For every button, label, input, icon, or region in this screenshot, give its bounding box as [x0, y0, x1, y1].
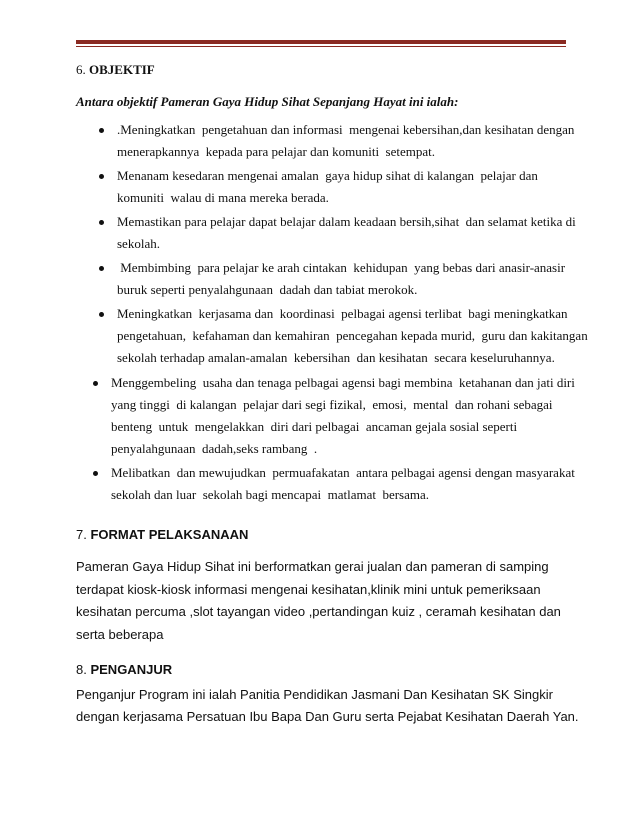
paragraph-line: serta beberapa: [76, 626, 164, 642]
section-6-number: 6.: [76, 62, 86, 77]
objective-line: buruk seperti penyalahgunaan dadah dan tabiat merokok.: [117, 282, 418, 297]
section-7-heading: [76, 527, 248, 542]
paragraph-line: Penganjur Program ini ialah Panitia Pendidikan Jasmani Dan Kesihatan SK Singkir: [76, 687, 553, 702]
objective-line: pengetahuan, kefahaman dan kemahiran pencegahan kepada murid, guru dan kakitangan: [117, 328, 588, 343]
objective-item: [96, 257, 566, 301]
section-8-number: 8.: [76, 662, 87, 677]
objective-item: [96, 211, 576, 255]
objective-line: benteng untuk mengelakkan diri dari pelbagai ancaman gejala sosial seperti: [111, 419, 518, 434]
objective-item: [90, 462, 575, 506]
objective-line: penyalahgunaan dadah,seks rambang .: [111, 441, 318, 456]
objective-line: Menggembeling usaha dan tenaga pelbagai agensi bagi membina ketahanan dan jati diri: [111, 375, 575, 390]
objective-line: sekolah dan luar sekolah bagi mencapai matlamat bersama.: [111, 487, 430, 502]
bullet-icon: [93, 471, 98, 476]
paragraph-line: dengan kerjasama Persatuan Ibu Bapa Dan Guru serta Pejabat Kesihatan Daerah Yan.: [76, 709, 579, 724]
objective-item: [96, 165, 566, 209]
section-7-title: FORMAT PELAKSANAAN: [90, 527, 249, 542]
header-rule: [76, 40, 566, 44]
objective-line: komuniti walau di mana mereka berada.: [117, 190, 329, 205]
objective-line: sekolah terhadap amalan-amalan kebersihan dan kesihatan secara keseluruhannya.: [117, 350, 555, 365]
objective-line: sekolah.: [117, 236, 160, 251]
objective-item: [96, 303, 588, 369]
objective-item: [96, 119, 575, 163]
section-8-title: PENGANJUR: [90, 662, 173, 677]
objectives-intro: Antara objektif Pameran Gaya Hidup Sihat Sepanjang Hayat ini ialah:: [76, 94, 459, 109]
objective-line: Meningkatkan kerjasama dan koordinasi pelbagai agensi terlibat bagi meningkatkan: [117, 306, 568, 321]
paragraph-line: terdapat kiosk-kiosk informasi mengenai kesihatan,klinik mini untuk pemeriksaan: [76, 581, 541, 597]
objective-line: menerapkannya kepada para pelajar dan komuniti setempat.: [117, 144, 436, 159]
objectives-list: [96, 119, 588, 369]
paragraph-line: kesihatan percuma ,slot tayangan video ,pertandingan kuiz , ceramah kesihatan dan: [76, 604, 561, 619]
objectives-list-continued: [90, 372, 575, 506]
bullet-icon: [93, 381, 98, 386]
section-8-paragraph: [76, 684, 579, 728]
bullet-icon: [99, 128, 104, 133]
objective-line: yang tinggi di kalangan pelajar dari segi fizikal, emosi, mental dan rohani sebagai: [111, 397, 553, 412]
bullet-icon: [99, 312, 104, 317]
section-7-paragraph: [76, 556, 566, 646]
section-6-heading: [76, 62, 155, 78]
paragraph-line: Pameran Gaya Hidup Sihat ini berformatkan gerai jualan dan pameran di samping: [76, 559, 549, 574]
objective-line: Menanam kesedaran mengenai amalan gaya hidup sihat di kalangan pelajar dan: [117, 168, 538, 183]
header-rule-thin: [76, 46, 566, 47]
bullet-icon: [99, 174, 104, 179]
objective-line: .Meningkatkan pengetahuan dan informasi mengenai kebersihan,dan kesihatan dengan: [117, 122, 575, 137]
bullet-icon: [99, 266, 104, 271]
section-7-number: 7.: [76, 527, 87, 542]
objective-item: [90, 372, 575, 460]
objective-line: Memastikan para pelajar dapat belajar dalam keadaan bersih,sihat dan selamat ketika di: [117, 214, 576, 229]
objective-line: Membimbing para pelajar ke arah cintakan kehidupan yang bebas dari anasir-anasir: [117, 260, 566, 275]
section-6-title: OBJEKTIF: [89, 62, 155, 77]
objective-line: Melibatkan dan mewujudkan permuafakatan antara pelbagai agensi dengan masyarakat: [111, 465, 575, 480]
section-8-heading: [76, 662, 172, 677]
bullet-icon: [99, 220, 104, 225]
